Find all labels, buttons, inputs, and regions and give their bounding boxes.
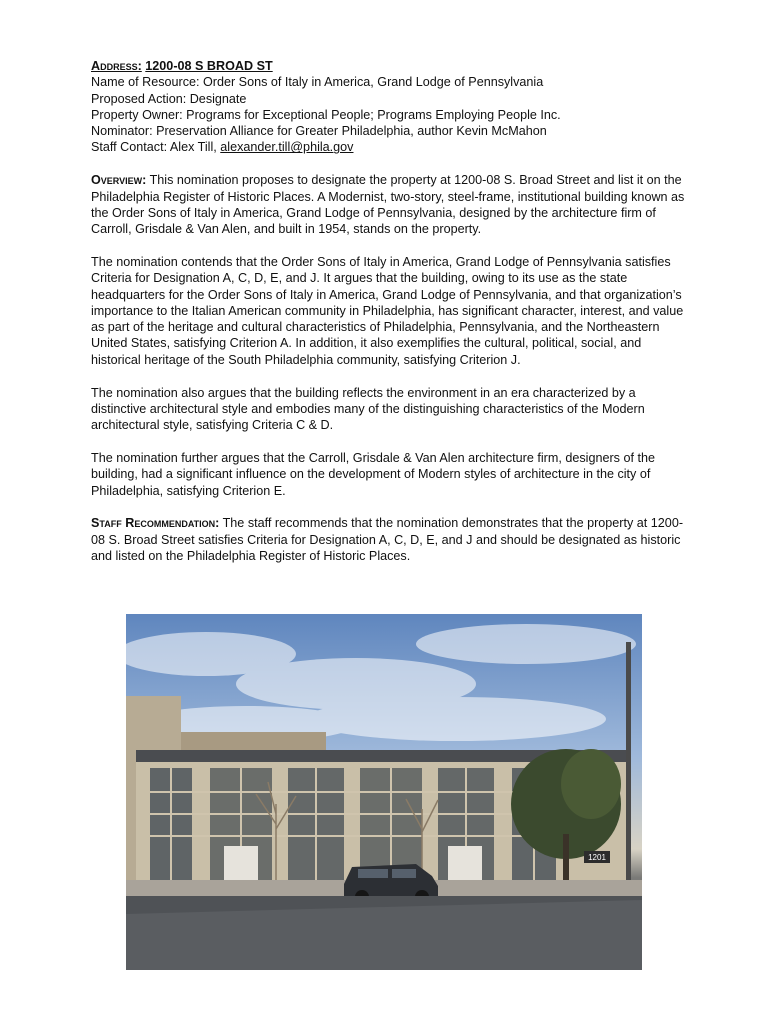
staff-contact-line bbox=[91, 139, 691, 155]
left-entry-door bbox=[224, 846, 258, 880]
overview-text: This nomination proposes to designate the property at 1200-08 S. Broad Street and list it on the Philadelphia Register of Historic Places. A Modernist, two-story, steel-frame, institutional building known as the Order Sons of Italy in America, Grand Lodge of Pennsylvania, designed by the architecture firm of Carroll, Grisdale & Van Alen, and built in 1954, stands on the property. bbox=[91, 173, 685, 237]
street-pole bbox=[626, 642, 631, 882]
recommendation-paragraph bbox=[91, 515, 691, 564]
address-line bbox=[91, 58, 691, 74]
recommendation-heading: Staff Recommendation: bbox=[91, 516, 220, 531]
building-number-text: 1201 bbox=[588, 853, 606, 862]
staff-email-link[interactable]: alexander.till@phila.gov bbox=[220, 140, 354, 155]
address-label: Address: bbox=[91, 59, 142, 73]
building-photo bbox=[126, 614, 642, 970]
right-entry-door bbox=[448, 846, 482, 880]
overview-heading: Overview: bbox=[91, 173, 147, 188]
address-value: 1200-08 S BROAD ST bbox=[145, 59, 273, 73]
recommendation-text: The staff recommends that the nomination demonstrates that the property at 1200-08 S. Broad Street satisfies Criteria for Designation A, C, D, E, and J and should be designated as historic and listed on the Philadelphia Register of Historic Places. bbox=[91, 516, 684, 563]
resource-name-line: Name of Resource: Order Sons of Italy in America, Grand Lodge of Pennsylvania bbox=[91, 75, 544, 90]
proposed-action-line: Proposed Action: Designate bbox=[91, 91, 247, 106]
clouds bbox=[126, 624, 636, 742]
staff-contact-label: Staff Contact: Alex Till, bbox=[91, 140, 221, 155]
building-illustration bbox=[126, 614, 642, 970]
property-owner-line: Property Owner: Programs for Exceptional People; Programs Employing People Inc. bbox=[91, 107, 561, 122]
overview-paragraph bbox=[91, 172, 691, 237]
header-block bbox=[91, 58, 691, 156]
nominator-line: Nominator: Preservation Alliance for Greater Philadelphia, author Kevin McMahon bbox=[91, 124, 547, 139]
left-annex bbox=[181, 732, 326, 752]
architect-paragraph: The nomination further argues that the Carroll, Grisdale & Van Alen architecture firm, designers of the building, had a significant influence on the development of Modern styles of architecture in the city of Philadelphia, satisfying Criterion E. bbox=[91, 450, 655, 498]
style-paragraph: The nomination also argues that the building reflects the environment in an era characterized by a distinctive architectural style and embodies many of the distinguishing characteristics of the Modern architectural style, satisfying Criteria C & D. bbox=[91, 385, 645, 433]
criteria-paragraph: The nomination contends that the Order Sons of Italy in America, Grand Lodge of Pennsylvania satisfies Criteria for Designation A, C, D, E, and J. It argues that the building, owing to its use as the state headquarters for the Order Sons of Italy in America, Grand Lodge of Pennsylvania, and that organization’s importance to the Italian American community in Philadelphia, has significant character, interest, and value as part of the heritage and cultural characteristics of Philadelphia, Pennsylvania, and the Northeastern United States, satisfying Criterion A. In addition, it also exemplifies the cultural, political, social, and historical heritage of the South Philadelphia community, satisfying Criterion J. bbox=[91, 254, 684, 367]
document-body bbox=[91, 58, 691, 581]
